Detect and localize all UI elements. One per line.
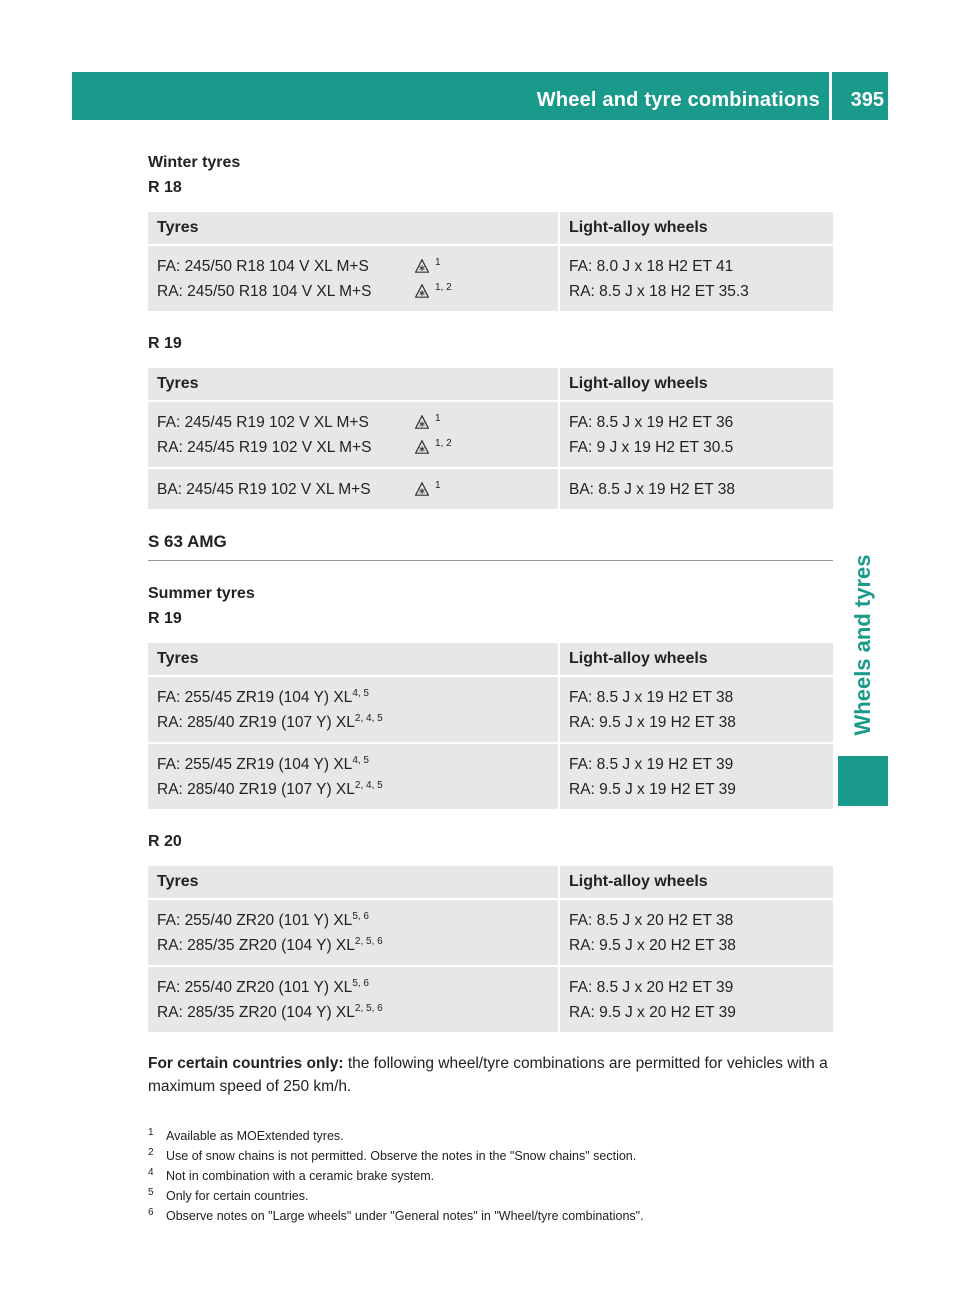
wheel-line: FA: 8.5 J x 20 H2 ET 39 [569,979,734,996]
wheel-line: BA: 8.5 J x 19 H2 ET 38 [569,481,735,498]
wheel-line: FA: 8.5 J x 20 H2 ET 38 [569,912,734,929]
tyre-size: RA: 285/40 ZR19 (107 Y) XL [157,781,355,798]
mountain-snowflake-icon [415,437,429,451]
tyre-size: RA: 245/50 R18 104 V XL M+S [157,283,372,300]
side-color-block [838,756,888,806]
table-row [148,744,833,809]
tyre-size: RA: 285/35 ZR20 (104 Y) XL [157,937,355,954]
tyre-line [157,1000,549,1025]
tyre-size: RA: 245/45 R19 102 V XL M+S [157,439,372,456]
wheel-line: RA: 9.5 J x 19 H2 ET 38 [569,714,736,731]
wheel-line: RA: 9.5 J x 20 H2 ET 39 [569,1004,736,1021]
table-row [148,900,833,965]
wheel-line: FA: 8.0 J x 18 H2 ET 41 [569,258,734,275]
wheel-line: FA: 9 J x 19 H2 ET 30.5 [569,439,734,456]
page-number: 395 [850,89,884,111]
wheel-line: RA: 9.5 J x 19 H2 ET 39 [569,781,736,798]
footnote-ref: 4, 5 [352,687,369,699]
side-chapter-label: Wheels and tyres [850,554,875,736]
tyre-line [157,279,549,304]
footnote-ref: 2, 5, 6 [354,1002,383,1014]
table-winter-r19 [148,366,833,511]
footnote-ref: 5, 6 [352,977,369,989]
tyre-line [157,908,549,933]
label-summer-tyres: Summer tyres [148,585,255,602]
side-chapter-tab [838,540,888,750]
footnote-ref: 1 [435,412,441,424]
tyre-size: FA: 245/50 R18 104 V XL M+S [157,258,369,275]
tyres-cell [148,469,560,509]
header-wheels: Light-alloy wheels [560,212,833,244]
section-title: Wheel and tyre combinations [536,89,820,111]
tyres-cell [148,677,560,742]
tyres-cell [148,967,560,1032]
mountain-snowflake-icon [415,479,429,493]
tyre-line [157,933,549,958]
mountain-snowflake-icon [415,256,429,270]
footnote-ref: 4, 5 [352,754,369,766]
tyre-size: RA: 285/35 ZR20 (104 Y) XL [157,1004,355,1021]
tyre-size: FA: 255/40 ZR20 (101 Y) XL [157,979,353,996]
label-r19-winter: R 19 [148,335,182,352]
wheel-line: FA: 8.5 J x 19 H2 ET 38 [569,689,734,706]
wheels-cell [560,469,833,509]
tyre-size: RA: 285/40 ZR19 (107 Y) XL [157,714,355,731]
label-winter-tyres: Winter tyres [148,154,241,171]
header-wheels: Light-alloy wheels [560,866,833,898]
wheel-line: RA: 8.5 J x 18 H2 ET 35.3 [569,283,749,300]
wheels-cell [560,967,833,1032]
header-wheels: Light-alloy wheels [560,643,833,675]
tyres-cell [148,402,560,467]
label-r20: R 20 [148,833,182,850]
footnote-ref: 1, 2 [435,437,452,449]
footnote-ref: 5, 6 [352,910,369,922]
label-r18: R 18 [148,179,182,196]
wheels-cell [560,900,833,965]
tyre-size: BA: 245/45 R19 102 V XL M+S [157,481,371,498]
tyre-line [157,777,549,802]
footnote-text: Available as MOExtended tyres. [166,1129,344,1143]
wheels-cell [560,744,833,809]
footnote-number: 6 [148,1207,154,1218]
table-header-row [148,368,833,400]
table-summer-r19 [148,641,833,811]
tyre-line [157,975,549,1000]
table-row [148,677,833,742]
tyre-size: FA: 255/45 ZR19 (104 Y) XL [157,689,353,706]
tyres-cell [148,246,560,311]
footnote-text: Not in combination with a ceramic brake system. [166,1169,435,1183]
tyre-size: FA: 255/40 ZR20 (101 Y) XL [157,912,353,929]
tyres-cell [148,744,560,809]
header-tyres: Tyres [148,643,560,675]
header-tyres: Tyres [148,212,560,244]
footnote [148,1206,833,1226]
table-header-row [148,212,833,244]
footnote-number: 2 [148,1147,154,1158]
tyre-line [157,710,549,735]
footnote-number: 5 [148,1187,154,1198]
table-row [148,246,833,311]
country-note [148,1052,833,1098]
table-header-row [148,643,833,675]
header-tyres: Tyres [148,368,560,400]
footnote-ref: 2, 5, 6 [354,935,383,947]
tyre-line [157,685,549,710]
header-divider [829,72,832,120]
table-summer-r20 [148,864,833,1034]
wheels-cell [560,677,833,742]
footnote [148,1186,833,1206]
wheel-line: FA: 8.5 J x 19 H2 ET 39 [569,756,734,773]
footnote-text: Observe notes on "Large wheels" under "General notes" in "Wheel/tyre combinations". [166,1209,644,1223]
table-winter-r18 [148,210,833,313]
wheel-line: FA: 8.5 J x 19 H2 ET 36 [569,414,734,431]
label-r19-summer: R 19 [148,610,182,627]
tyre-line [157,477,549,502]
footnote-number: 4 [148,1167,154,1178]
footnote-ref: 1, 2 [435,281,452,293]
header-tyres: Tyres [148,866,560,898]
table-row [148,469,833,509]
header-wheels: Light-alloy wheels [560,368,833,400]
footnote-ref: 2, 4, 5 [354,779,383,791]
footnote-ref: 1 [435,479,441,491]
mountain-snowflake-icon [415,412,429,426]
page-content [148,150,833,1226]
wheels-cell [560,402,833,467]
footnote [148,1166,833,1186]
footnote [148,1146,833,1166]
tyres-cell [148,900,560,965]
footnote-text: Use of snow chains is not permitted. Observe the notes in the "Snow chains" section. [166,1149,637,1163]
mountain-snowflake-icon [415,281,429,295]
footnote-text: Only for certain countries. [166,1189,309,1203]
footnote-number: 1 [148,1127,154,1138]
tyre-size: FA: 245/45 R19 102 V XL M+S [157,414,369,431]
table-header-row [148,866,833,898]
table-row [148,402,833,467]
footnote [148,1126,833,1146]
footnote-ref: 1 [435,256,441,268]
tyre-line [157,752,549,777]
tyre-line [157,435,549,460]
wheel-line: RA: 9.5 J x 20 H2 ET 38 [569,937,736,954]
footnotes [148,1126,833,1226]
country-note-bold: For certain countries only: [148,1055,344,1072]
wheels-cell [560,246,833,311]
country-note-text: the following wheel/tyre combinations are permitted for vehicles with a maximum speed of 250 km/h. [148,1055,828,1095]
footnote-ref: 2, 4, 5 [354,712,383,724]
tyre-size: FA: 255/45 ZR19 (104 Y) XL [157,756,353,773]
header-bar [72,72,888,120]
section-heading-s63: S 63 AMG [148,529,833,561]
table-row [148,967,833,1032]
tyre-line [157,254,549,279]
tyre-line [157,410,549,435]
